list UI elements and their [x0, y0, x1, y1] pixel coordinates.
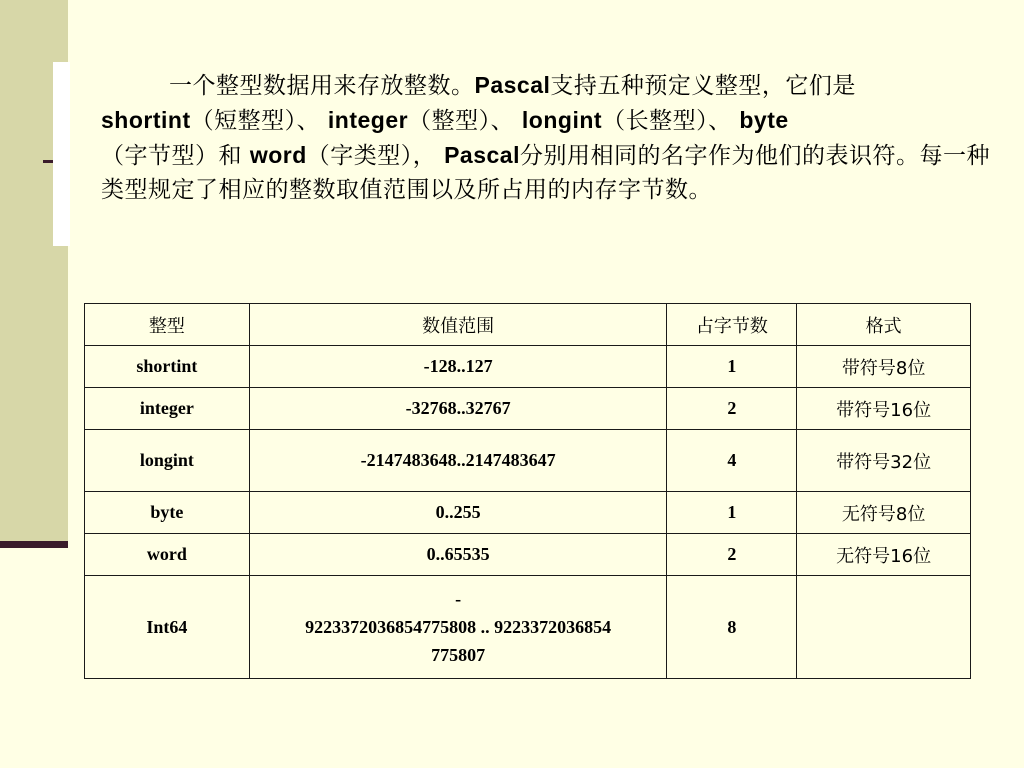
cell-type: byte: [85, 492, 250, 534]
header-format: 格式: [797, 304, 971, 346]
cell-type: longint: [85, 430, 250, 492]
cell-format: 无符号16位: [797, 534, 971, 576]
table-row: [85, 388, 971, 430]
left-tick-mark: [43, 160, 53, 163]
cell-type: shortint: [85, 346, 250, 388]
pascal-keyword: Pascal: [444, 142, 520, 168]
header-bytes: 占字节数: [667, 304, 797, 346]
cell-range: -128..127: [249, 346, 667, 388]
table-row: [85, 346, 971, 388]
longint-keyword: longint: [521, 107, 603, 133]
table-row: [85, 492, 971, 534]
cell-type: word: [85, 534, 250, 576]
cell-bytes: 1: [667, 492, 797, 534]
cell-format: 无符号8位: [797, 492, 971, 534]
cell-bytes: 2: [667, 388, 797, 430]
cell-range: -2147483648..2147483647: [249, 430, 667, 492]
shortint-keyword: shortint: [101, 107, 191, 133]
cell-range: 0..65535: [249, 534, 667, 576]
table-row: [85, 534, 971, 576]
cell-range: [249, 576, 667, 679]
left-decor-rule: [0, 541, 68, 548]
header-range: 数值范围: [249, 304, 667, 346]
cell-bytes: 8: [667, 576, 797, 679]
pascal-keyword: Pascal: [474, 72, 551, 98]
cell-format: [797, 576, 971, 679]
cell-format: 带符号32位: [797, 430, 971, 492]
byte-keyword: byte: [739, 107, 789, 133]
integer-keyword: integer: [327, 107, 409, 133]
table-row: [85, 430, 971, 492]
cell-format: 带符号16位: [797, 388, 971, 430]
cell-bytes: 4: [667, 430, 797, 492]
cell-type: integer: [85, 388, 250, 430]
cell-format: 带符号8位: [797, 346, 971, 388]
cell-range: 0..255: [249, 492, 667, 534]
cell-type: Int64: [85, 576, 250, 679]
word-keyword: word: [249, 142, 307, 168]
cell-bytes: 1: [667, 346, 797, 388]
left-white-block: [53, 62, 70, 246]
range-multiline: - 9223372036854775808 .. 9223372036854 775807: [305, 589, 612, 665]
table-header-row: [85, 304, 971, 346]
table-row: [85, 576, 971, 679]
cell-range: -32768..32767: [249, 388, 667, 430]
intro-paragraph: 一个整型数据用来存放整数。Pascal支持五种预定义整型，它们是 shortint（短整型）、 integer（整型）、 longint（长整型）、 byte （字节型）和 word（字类型）， Pascal分别用相同的名字作为他们的表识符。每一种类型规定了相应的整数取值范围以及所占用的内存字节数。: [101, 72, 990, 203]
integer-types-table: [84, 303, 971, 679]
cell-bytes: 2: [667, 534, 797, 576]
header-type: 整型: [85, 304, 250, 346]
